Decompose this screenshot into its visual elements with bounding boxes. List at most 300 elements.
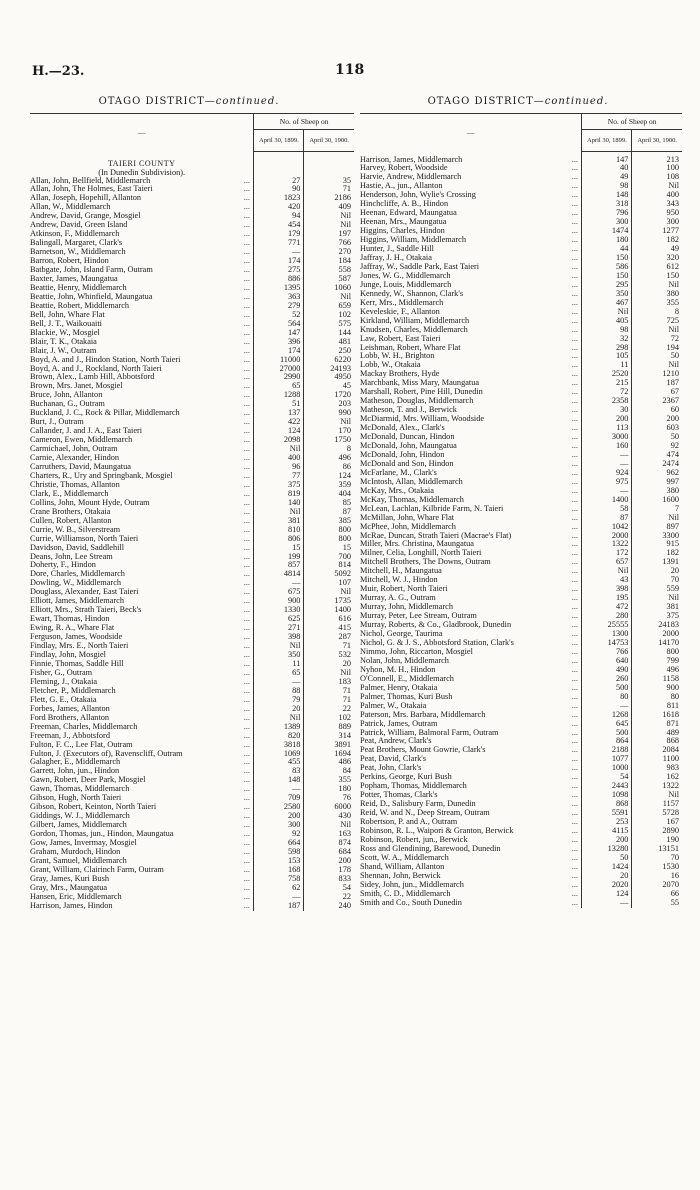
leader-dots: ... (243, 624, 250, 633)
leader-dots: ... (243, 221, 250, 230)
owner-name: Palmer, Henry, Otakaia (360, 683, 438, 692)
sheep-1900: 287 (338, 633, 351, 642)
sheep-1899: 195 (582, 594, 632, 603)
table-header-row (30, 114, 354, 130)
leader-dots: ... (571, 352, 578, 361)
sheep-1900: 575 (338, 319, 351, 328)
sheep-1900: 2070 (662, 880, 679, 889)
sheep-1900: 1158 (662, 674, 679, 683)
table-row (360, 666, 682, 675)
leader-dots: ... (571, 701, 578, 710)
sheep-1899: 564 (254, 320, 304, 329)
owner-name: McDonald, John, Hindon (360, 450, 445, 459)
table-row (360, 549, 682, 558)
leader-dots: ... (243, 409, 250, 418)
sheep-1900: 355 (666, 298, 679, 307)
sheep-1899: 40 (582, 164, 632, 173)
sheep-1900: Nil (668, 280, 679, 289)
owner-name: Dore, Charles, Middlemarch (30, 570, 125, 579)
sheep-1899: 94 (254, 212, 304, 221)
sheep-1900: 22 (342, 704, 351, 713)
leader-dots: ... (571, 844, 578, 853)
sheep-1899: 857 (254, 561, 304, 570)
leader-dots: ... (243, 543, 250, 552)
owner-name: Mitchell, H., Maungatua (360, 567, 442, 576)
sheep-1899: 2020 (582, 881, 632, 890)
sheep-1900: 184 (338, 257, 351, 266)
owner-name: Jaffray, W., Saddle Park, East Taieri (360, 262, 480, 271)
leader-dots: ... (571, 567, 578, 576)
owner-name: Potter, Thomas, Clark's (360, 791, 438, 800)
table-row (30, 839, 354, 848)
sheep-1900: 250 (338, 346, 351, 355)
table-row (360, 227, 682, 236)
leader-dots: ... (571, 898, 578, 907)
leader-dots: ... (571, 603, 578, 612)
sheep-1899: 1389 (254, 723, 304, 732)
leader-dots: ... (243, 803, 250, 812)
table-row (360, 317, 682, 326)
owner-name: Hunter, J., Saddle Hill (360, 245, 434, 254)
table-row (360, 263, 682, 272)
sheep-1899: 657 (582, 558, 632, 567)
table-row (30, 696, 354, 705)
leader-dots: ... (243, 865, 250, 874)
leader-dots: ... (243, 337, 250, 346)
owner-name: Sidey, John, jun., Middlemarch (360, 880, 464, 889)
sheep-1900: 5092 (334, 570, 351, 579)
leader-dots: ... (571, 406, 578, 415)
sheep-1900: 100 (666, 164, 679, 173)
sheep-1900: 1322 (662, 782, 679, 791)
table-row (360, 254, 682, 263)
table-row (30, 606, 354, 615)
sheep-1899: 174 (254, 347, 304, 356)
owner-name: Palmer, W., Otakaia (360, 701, 427, 710)
table-row (360, 514, 682, 523)
owner-name: Freeman, J., Abbotsford (30, 731, 110, 740)
leader-dots: ... (243, 516, 250, 525)
table-row (360, 657, 682, 666)
leader-dots: ... (571, 334, 578, 343)
leader-dots: ... (571, 826, 578, 835)
table-row (30, 481, 354, 490)
table-row (360, 675, 682, 684)
sheep-1900: 1210 (662, 370, 679, 379)
owner-name: Giddings, W. J., Middlemarch (30, 812, 130, 821)
sheep-1900: 1720 (334, 391, 351, 400)
sheep-1900: 167 (666, 818, 679, 827)
table-row (30, 561, 354, 570)
owner-name: Barron, Robert, Hindon (30, 257, 109, 266)
sheep-1900: 616 (338, 615, 351, 624)
sheep-1899: 709 (254, 794, 304, 803)
leader-dots: ... (571, 630, 578, 639)
owner-name: Flett, G. E., Otakaia (30, 695, 97, 704)
sheep-1899: 83 (254, 767, 304, 776)
owner-name: Hansen, Eric, Middlemarch (30, 892, 122, 901)
sheep-1899: 150 (582, 254, 632, 263)
owner-name: Andrew, David, Green Island (30, 221, 128, 230)
sheep-1899: 148 (254, 776, 304, 785)
table-row (360, 424, 682, 433)
sheep-1899: 187 (254, 902, 304, 911)
table-row (30, 776, 354, 785)
leader-dots: ... (243, 355, 250, 364)
sheep-1899: 640 (582, 657, 632, 666)
owner-name: Carnie, Alexander, Hindon (30, 454, 120, 463)
sheep-1900: 71 (342, 185, 351, 194)
sheep-1899: 455 (254, 758, 304, 767)
owner-name: Gray, James, Kuri Bush (30, 874, 109, 883)
table-row (360, 344, 682, 353)
sheep-1899: 271 (254, 624, 304, 633)
sheep-1899: 586 (582, 263, 632, 272)
owner-name: Murray, John, Middlemarch (360, 603, 454, 612)
name-column-header: — (30, 114, 254, 152)
sheep-1900: 150 (666, 271, 679, 280)
leader-dots: ... (571, 818, 578, 827)
owner-name: Carmichael, John, Outram (30, 445, 118, 454)
table-row (30, 624, 354, 633)
owner-name: Allan, John, The Holmes, East Taieri (30, 185, 153, 194)
sheep-1900: 587 (338, 274, 351, 283)
sheep-1900: 50 (670, 433, 679, 442)
leader-dots: ... (571, 415, 578, 424)
leader-dots: ... (243, 552, 250, 561)
sheep-1900: 200 (666, 415, 679, 424)
owner-name: Collins, John, Mount Hyde, Outram (30, 498, 150, 507)
sheep-1900: 496 (338, 454, 351, 463)
table-row (360, 335, 682, 344)
sheep-1899: 11 (582, 361, 632, 370)
sheep-1900: 92 (670, 442, 679, 450)
sheep-1900: 897 (666, 522, 679, 531)
owner-name: Henderson, John, Wylie's Crossing (360, 191, 476, 200)
sheep-1899: 1000 (582, 764, 632, 773)
sheep-1900: 270 (338, 248, 351, 257)
owner-name: Allan, W., Middlemarch (30, 203, 111, 212)
sheep-1900: Nil (340, 418, 351, 427)
section-title-row (30, 152, 354, 168)
owner-name: Mitchell, W. J., Hindon (360, 576, 438, 585)
table-row (30, 472, 354, 481)
owner-name: Fulton, F. C., Lee Flat, Outram (30, 740, 133, 749)
sheep-1900: 16 (670, 871, 679, 880)
owner-name: Peat, David, Clark's (360, 755, 427, 764)
leader-dots: ... (571, 522, 578, 531)
sheep-1900: Nil (340, 668, 351, 677)
owner-name: Crane Brothers, Otakaia (30, 507, 111, 516)
table-row (30, 812, 354, 821)
owner-name: McFarlane, M., Clark's (360, 468, 437, 477)
sheep-1900: 659 (338, 301, 351, 310)
leader-dots: ... (571, 450, 578, 459)
sheep-1900: 2367 (662, 397, 679, 406)
owner-name: Atkinson, F., Middlemarch (30, 230, 120, 239)
leader-dots: ... (243, 176, 250, 185)
owner-name: Ewart, Thomas, Hindon (30, 615, 110, 624)
leader-dots: ... (571, 361, 578, 370)
sheep-1900: 997 (666, 477, 679, 486)
sheep-1900: 725 (666, 316, 679, 325)
leader-dots: ... (243, 830, 250, 839)
table-row (360, 156, 682, 165)
sheep-1899: 2990 (254, 373, 304, 382)
table-row (360, 397, 682, 406)
sheep-1899: — (582, 451, 632, 460)
sheep-1899: 150 (582, 272, 632, 281)
table-row (360, 836, 682, 845)
sheep-1899: 2188 (582, 746, 632, 755)
sheep-1900: 375 (666, 612, 679, 621)
sheep-1899: 472 (582, 603, 632, 612)
owner-name: Shennan, John, Berwick (360, 871, 441, 880)
sheep-1900: 71 (342, 695, 351, 704)
leader-dots: ... (571, 433, 578, 442)
sheep-1900: 203 (338, 400, 351, 409)
leader-dots: ... (571, 504, 578, 513)
owner-name: Balingall, Margaret, Clark's (30, 239, 123, 248)
sheep-1900: 72 (670, 334, 679, 343)
owner-name: Gordon, Thomas, jun., Hindon, Maungatua (30, 830, 174, 839)
leader-dots: ... (571, 782, 578, 791)
owner-name: Ewing, R. A., Whare Flat (30, 624, 115, 633)
sheep-1899: 2443 (582, 782, 632, 791)
table-row (30, 884, 354, 893)
owner-name: Boyd, A. and J., Rockland, North Taieri (30, 364, 162, 373)
sheep-1900: 85 (342, 498, 351, 507)
sheep-1899: 375 (254, 481, 304, 490)
leader-dots: ... (571, 227, 578, 236)
leader-dots: ... (571, 612, 578, 621)
owner-name: Carruthers, David, Maungatua (30, 463, 131, 471)
leader-dots: ... (243, 722, 250, 731)
sheep-1900: 950 (666, 209, 679, 218)
sheep-1900: 182 (666, 549, 679, 558)
table-row (30, 750, 354, 759)
owner-name: Cameron, Ewen, Middlemarch (30, 436, 133, 445)
sheep-1900: 13151 (658, 844, 679, 853)
sheep-1900: 1100 (662, 755, 679, 764)
sheep-header: No. of Sheep on (582, 114, 682, 130)
sheep-1899: 975 (582, 478, 632, 487)
table-row (360, 621, 682, 630)
sheep-1899: 30 (582, 406, 632, 415)
sheep-1900: 170 (338, 427, 351, 436)
table-row (360, 164, 682, 173)
owner-name: Nichol, G. & J. S., Abbotsford Station, Clark's (360, 638, 514, 647)
table-row (30, 436, 354, 445)
leader-dots: ... (243, 274, 250, 283)
owner-name: McPhee, John, Middlemarch (360, 522, 456, 531)
sheep-1899: 758 (254, 875, 304, 884)
table-row (30, 230, 354, 239)
owner-name: Higgins, William, Middlemarch (360, 236, 466, 245)
sheep-1899: 2000 (582, 532, 632, 541)
table-row (360, 209, 682, 218)
sheep-1900: Nil (340, 588, 351, 597)
leader-dots: ... (571, 468, 578, 477)
table-row (30, 615, 354, 624)
sheep-1900: 180 (338, 785, 351, 794)
table-row (30, 284, 354, 293)
sheep-1899: 400 (254, 454, 304, 463)
table-row (360, 737, 682, 746)
owner-name: Doherty, F., Hindon (30, 561, 96, 570)
table-row (360, 272, 682, 281)
leader-dots: ... (243, 686, 250, 695)
table-row (360, 218, 682, 227)
sheep-1900: 962 (666, 468, 679, 477)
sheep-1899: Nil (254, 642, 304, 651)
sheep-1899: Nil (254, 508, 304, 517)
owner-name: O'Connell, E., Middlemarch (360, 674, 454, 683)
sheep-1899: 5591 (582, 809, 632, 818)
sheep-1899: 124 (582, 890, 632, 899)
table-row (360, 406, 682, 415)
sheep-1899: 1069 (254, 750, 304, 759)
sheep-1900: 163 (338, 830, 351, 839)
owner-name: Grant, William, Clairinch Farm, Outram (30, 865, 164, 874)
sheep-1899: 500 (582, 684, 632, 693)
sheep-1899: 79 (254, 696, 304, 705)
sheep-1899: 625 (254, 615, 304, 624)
sheep-1899: 174 (254, 257, 304, 266)
leader-dots: ... (571, 853, 578, 862)
owner-name: Knudsen, Charles, Middlemarch (360, 325, 468, 334)
table-row (360, 415, 682, 424)
sheep-1900: 80 (670, 692, 679, 701)
sheep-1900: 343 (666, 200, 679, 209)
sheep-1899: 868 (582, 800, 632, 809)
leader-dots: ... (571, 791, 578, 800)
table-row (30, 382, 354, 391)
sheep-1899: 72 (582, 388, 632, 397)
leader-dots: ... (571, 182, 578, 191)
table-row (30, 320, 354, 329)
sheep-1899: — (254, 785, 304, 794)
owner-name: Marchbank, Miss Mary, Maungatua (360, 379, 480, 388)
sheep-1899: 1330 (254, 606, 304, 615)
table-row (30, 212, 354, 221)
sheep-1900: 900 (666, 683, 679, 692)
sheep-1899: 2098 (254, 436, 304, 445)
table-row (30, 588, 354, 597)
table-row (30, 356, 354, 365)
leader-dots: ... (571, 495, 578, 504)
sheep-1899: 147 (582, 156, 632, 165)
owner-name: Burt, J., Outram (30, 418, 84, 427)
table-row (360, 326, 682, 335)
sheep-1899: 65 (254, 382, 304, 391)
owner-name: Kerr, Mrs., Middlemarch (360, 298, 444, 307)
owner-name: McDonald, Alex., Clark's (360, 424, 445, 433)
leader-dots: ... (571, 728, 578, 737)
table-row (360, 755, 682, 764)
sheep-1899: 279 (254, 302, 304, 311)
sheep-1899: 924 (582, 469, 632, 478)
leader-dots: ... (243, 615, 250, 624)
district-heading-right: OTAGO DISTRICT—continued. (427, 96, 609, 107)
sheep-1900: 35 (342, 176, 351, 185)
table-row (30, 830, 354, 839)
sheep-1900: 67 (670, 388, 679, 397)
leader-dots: ... (243, 642, 250, 651)
sheep-1900: 415 (338, 624, 351, 633)
sheep-1899: Nil (582, 308, 632, 317)
sheep-1899: 27 (254, 177, 304, 186)
leader-dots: ... (243, 301, 250, 310)
table-row (30, 660, 354, 669)
leader-dots: ... (243, 901, 250, 910)
leader-dots: ... (243, 463, 250, 471)
owner-name: Currie, Williamson, North Taieri (30, 534, 139, 543)
leader-dots: ... (571, 647, 578, 656)
leader-dots: ... (571, 388, 578, 397)
leader-dots: ... (571, 576, 578, 585)
sheep-1900: 320 (666, 253, 679, 262)
owner-name: Ford Brothers, Allanton (30, 713, 110, 722)
sheep-1900: 300 (666, 218, 679, 227)
owner-name: McMillan, John, Whare Flat (360, 513, 455, 522)
sheep-1900: 983 (666, 764, 679, 773)
sheep-1900: 481 (338, 337, 351, 346)
sheep-1899: 88 (254, 687, 304, 696)
sheep-1899: 363 (254, 293, 304, 302)
sheep-1899: 44 (582, 245, 632, 254)
sheep-1899: 32 (582, 335, 632, 344)
table-row (360, 388, 682, 397)
sheep-1899: 140 (254, 499, 304, 508)
sheep-1900: 190 (666, 835, 679, 844)
owner-name: Lobb, W., Otakaia (360, 361, 421, 370)
owner-name: Popham, Thomas, Middlemarch (360, 782, 467, 791)
sheep-1899: 1322 (582, 540, 632, 549)
leader-dots: ... (571, 585, 578, 594)
table-row (360, 308, 682, 317)
table-row (30, 678, 354, 687)
owner-name: Gawn, Thomas, Middlemarch (30, 785, 130, 794)
leader-dots: ... (571, 800, 578, 809)
table-row (30, 553, 354, 562)
owner-name: Nolan, John, Middlemarch (360, 656, 449, 665)
leader-dots: ... (243, 194, 250, 203)
owner-name: Harvie, Andrew, Middlemarch (360, 173, 462, 182)
sheep-1899: 20 (582, 872, 632, 881)
leader-dots: ... (243, 794, 250, 803)
sheep-1900: 49 (670, 245, 679, 254)
table-row (30, 338, 354, 347)
sheep-1900: 474 (666, 450, 679, 459)
leader-dots: ... (243, 203, 250, 212)
table-row (360, 845, 682, 854)
owner-name: Forbes, James, Allanton (30, 704, 110, 713)
leader-dots: ... (571, 862, 578, 871)
owner-name: Paterson, Mrs. Barbara, Middlemarch (360, 710, 486, 719)
sheep-1899: 771 (254, 239, 304, 248)
owner-name: Freeman, Charles, Middlemarch (30, 722, 138, 731)
table-row (360, 711, 682, 720)
table-header-row (360, 114, 682, 130)
table-row (30, 517, 354, 526)
table-row (360, 585, 682, 594)
sheep-1899: 398 (254, 633, 304, 642)
owner-name: Kennedy, W., Shannon, Clark's (360, 289, 464, 298)
table-row (360, 872, 682, 881)
leader-dots: ... (243, 212, 250, 221)
leader-dots: ... (243, 391, 250, 400)
